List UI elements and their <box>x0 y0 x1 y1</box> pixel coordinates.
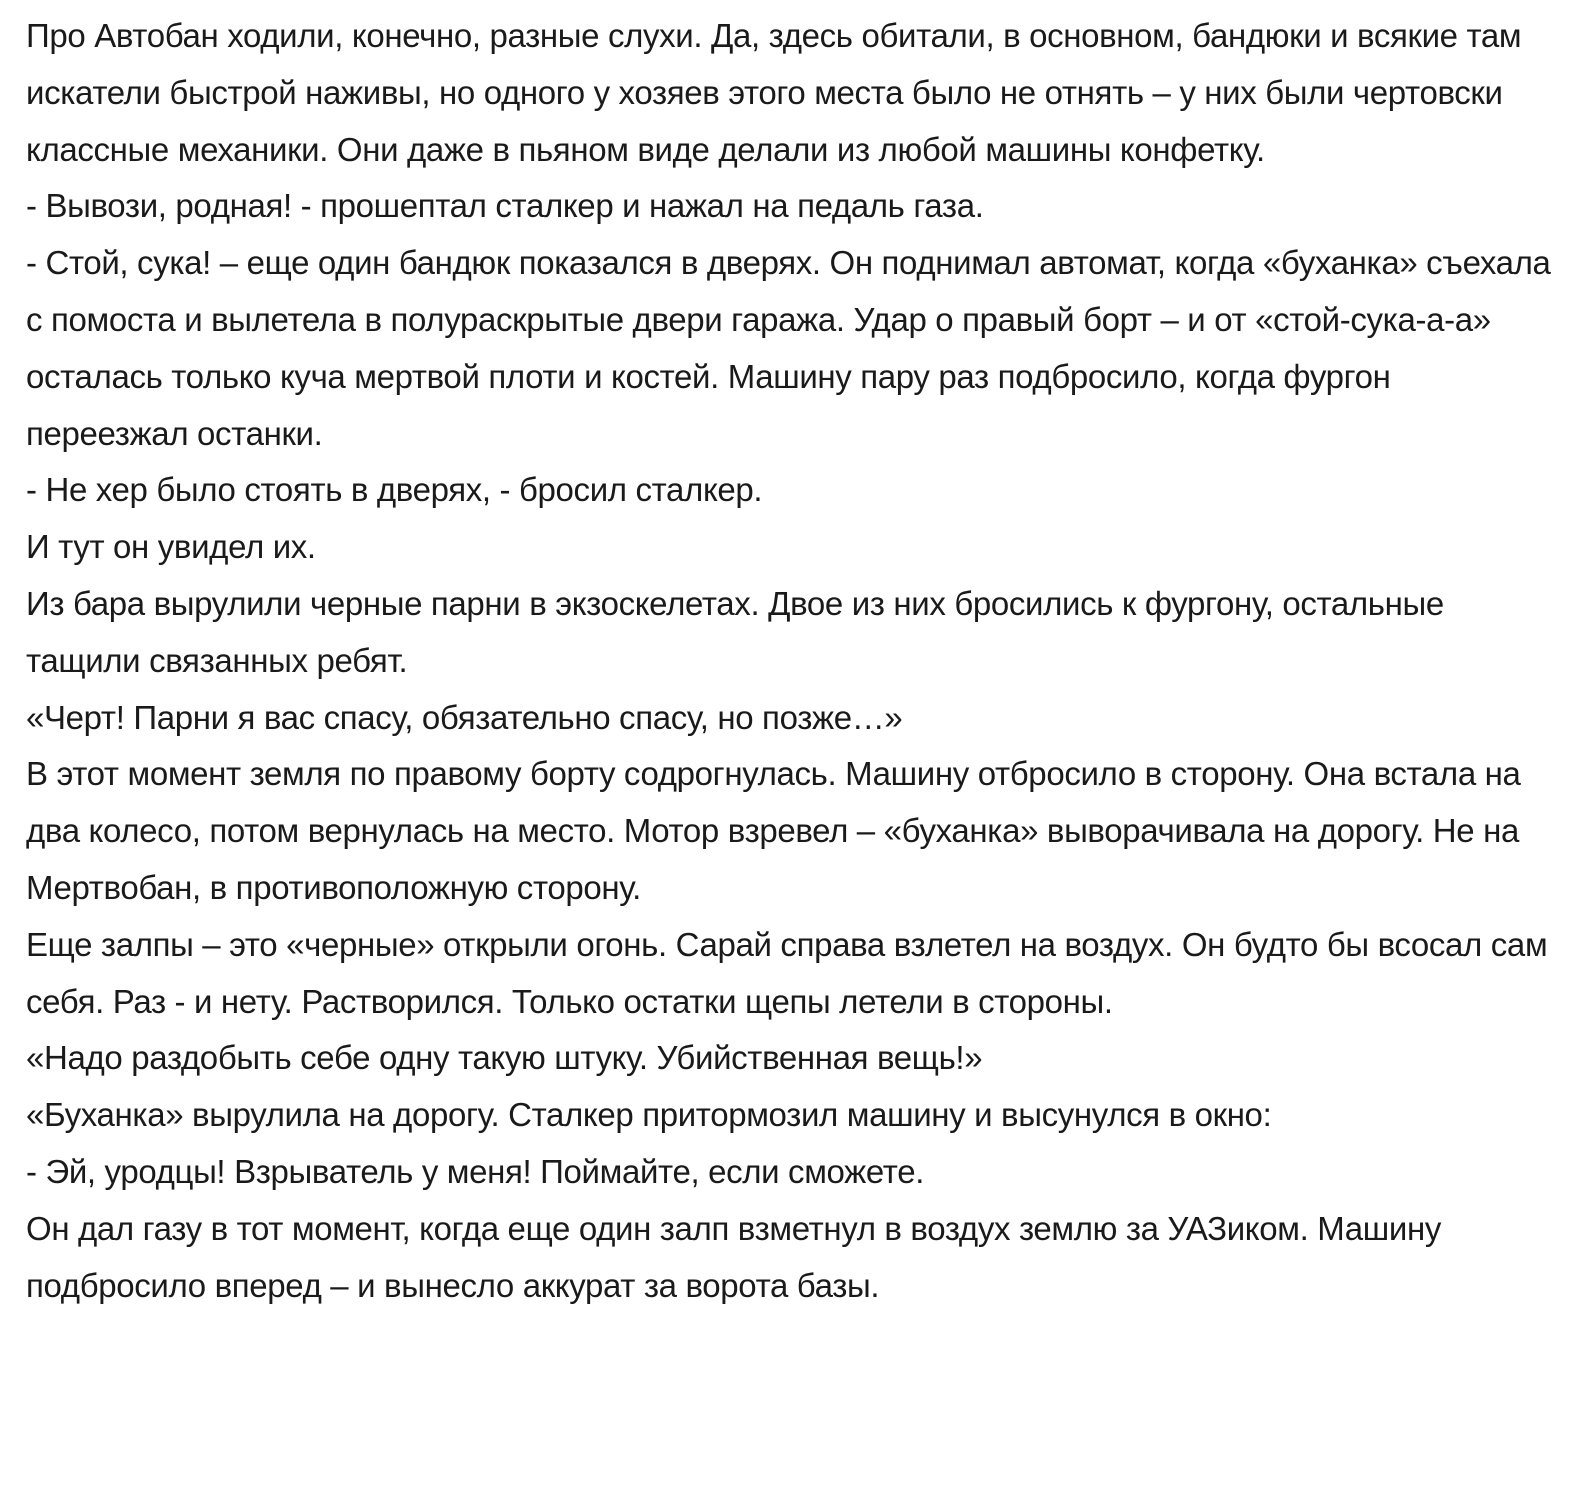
dialogue-line: - Вывози, родная! - прошептал сталкер и нажал на педаль газа. <box>26 187 984 225</box>
thought-line: «Надо раздобыть себе одну такую штуку. Убийственная вещь!» <box>26 1039 983 1077</box>
paragraph: Из бара вырулили черные парни в экзоскелетах. Двое из них бросились к фургону, остальные тащили связанных ребят. <box>26 584 1444 679</box>
thought-line: «Черт! Парни я вас спасу, обязательно спасу, но позже…» <box>26 698 903 736</box>
paragraph: И тут он увидел их. <box>26 528 316 566</box>
dialogue-line: - Не хер было стоять в дверях, - бросил сталкер. <box>26 471 763 509</box>
dialogue-line: - Стой, сука! – еще один бандюк показался в дверях. Он поднимал автомат, когда «буханка» съехала с помоста и вылетела в полураскрытые двери гаража. Удар о правый борт – и от «стой-сука-а-а» осталась только куча мертвой плоти и костей. Машину пару раз подбросило, когда фургон переезжал останки. <box>26 244 1551 452</box>
dialogue-line: - Эй, уродцы! Взрыватель у меня! Поймайте, если сможете. <box>26 1152 925 1190</box>
paragraph: Про Автобан ходили, конечно, разные слухи. Да, здесь обитали, в основном, бандюки и всякие там искатели быстрой наживы, но одного у хозяев этого места было не отнять – у них были чертовски классные механики. Они даже в пьяном виде делали из любой машины конфетку. <box>26 17 1522 168</box>
paragraph: Он дал газу в тот момент, когда еще один залп взметнул в воздух землю за УАЗиком. Машину подбросило вперед – и вынесло аккурат за ворота базы. <box>26 1209 1441 1304</box>
paragraph: В этот момент земля по правому борту содрогнулась. Машину отбросило в сторону. Она встала на два колесо, потом вернулась на место. Мотор взревел – «буханка» выворачивала на дорогу. Не на Мертвобан, в противоположную сторону. <box>26 755 1521 906</box>
paragraph: Еще залпы – это «черные» открыли огонь. Сарай справа взлетел на воздух. Он будто бы всосал сам себя. Раз - и нету. Растворился. Только остатки щепы летели в стороны. <box>26 925 1548 1020</box>
story-text <box>26 8 1556 1314</box>
paragraph: «Буханка» вырулила на дорогу. Сталкер притормозил машину и высунулся в окно: <box>26 1096 1272 1134</box>
